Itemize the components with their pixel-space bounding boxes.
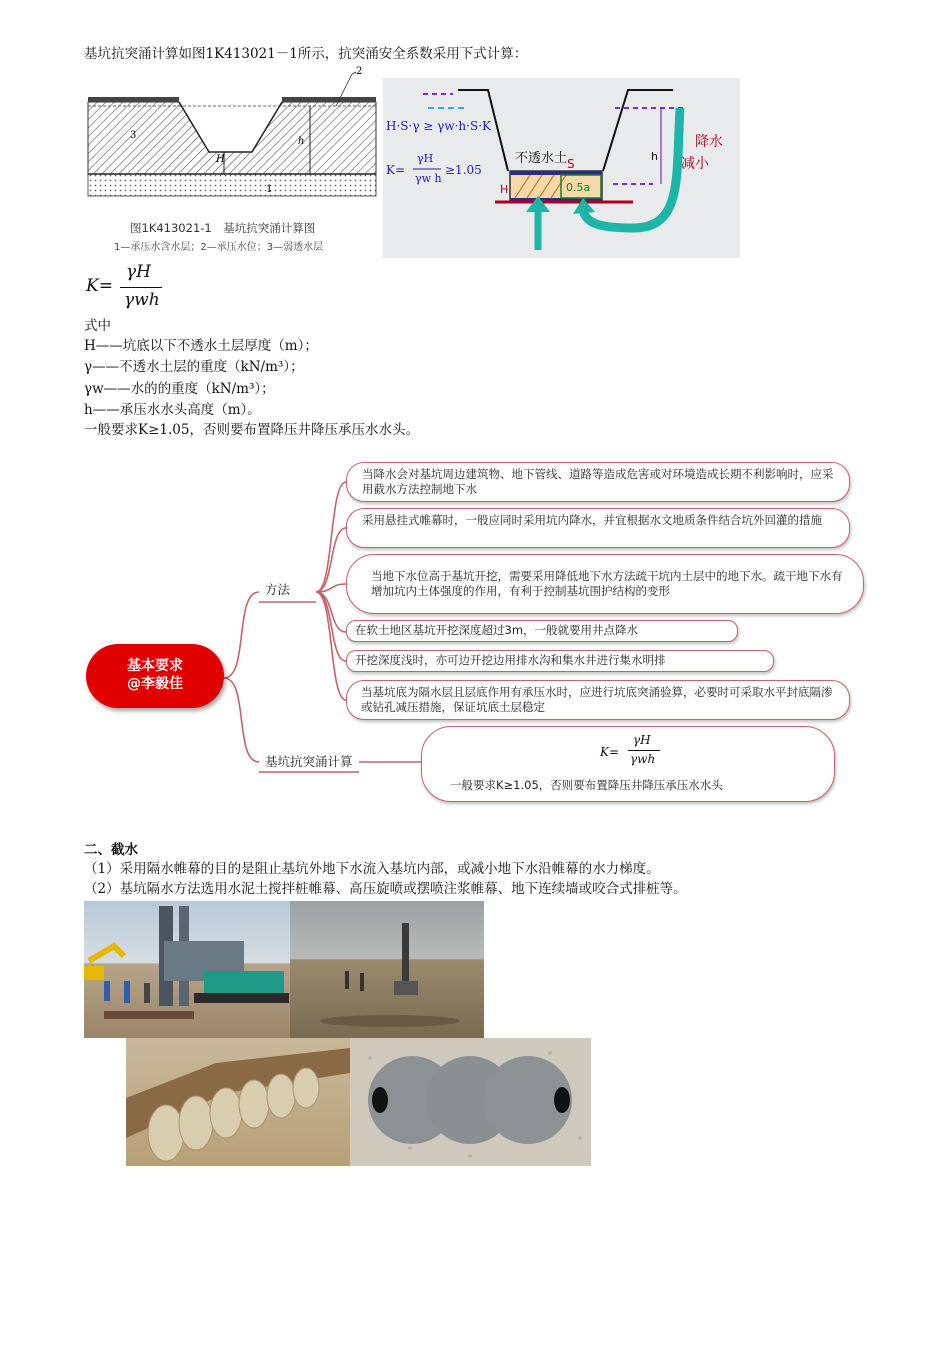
photo-interlocking-piles: [350, 1038, 591, 1166]
mindmap-item-1[interactable]: 当降水会对基坑周边建筑物、地下管线、道路等造成危害或对环境造成长期不利影响时，应采用截水方法控制地下水: [346, 462, 850, 502]
diagram-h-label: h: [651, 150, 658, 163]
diagram-width-label: 0.5a: [566, 181, 591, 194]
main-formula: [86, 262, 186, 316]
def-H: H——坑底以下不透水土层厚度（m）；: [84, 338, 318, 354]
section2-p1: （1）采用隔水帷幕的目的是阻止基坑外地下水流入基坑内部，或减小地下水沿帷幕的水力梯度。: [84, 861, 660, 877]
intro-text: 基坑抗突涌计算如图1K413021－1所示，抗突涌安全系数采用下式计算：: [84, 46, 528, 62]
section2-p2: （2）基坑隔水方法选用水泥土搅拌桩帷幕、高压旋喷或摆喷注浆帷幕、地下连续墙或咬合式排桩等。: [84, 881, 687, 897]
def-h: h——承压水水头高度（m）。: [84, 402, 261, 418]
calc-formula-lhs: K=: [600, 745, 620, 759]
figure-legend: 1—承压水含水层；2—承压水位；3—弱透水层: [114, 242, 324, 253]
mindmap-item-6[interactable]: 当基坑底为隔水层且层底作用有承压水时，应进行坑底突涌验算，必要时可采取水平封底隔渗或钻孔减压措施，保证坑底土层稳定: [346, 680, 850, 720]
annotated-diagram: [383, 78, 740, 258]
formula-denominator: γwh: [124, 290, 160, 310]
def-gamma: γ——不透水土层的重度（kN/m³）；: [84, 359, 304, 375]
mindmap: [84, 452, 874, 812]
mindmap-item-4[interactable]: 在软土地区基坑开挖深度超过3m，一般就要用井点降水: [346, 620, 738, 642]
diagram-eq2-lhs: K=: [386, 163, 406, 177]
mindmap-item-5[interactable]: 开挖深度浅时，亦可边开挖边用排水沟和集水井进行集水明排: [346, 650, 774, 672]
diagram-right-label2: 减小: [681, 156, 709, 172]
annotated-drawing: [383, 78, 740, 258]
diagram-eq2-num: γH: [417, 152, 434, 165]
formula-lhs: K=: [86, 276, 113, 296]
label-H: H: [216, 154, 225, 165]
formula-bar: [120, 287, 162, 288]
diagram-right-label1: 降水: [695, 134, 723, 150]
root-line1: 基本要求: [127, 658, 183, 674]
label-h: h: [298, 136, 305, 147]
calc-formula-den: γwh: [630, 752, 656, 766]
mindmap-item-3[interactable]: 当地下水位高于基坑开挖，需要采用降低地下水方法疏干坑内土层中的地下水。疏干地下水有增加坑内土体强度的作用，有利于控制基坑围护结构的变形: [346, 554, 864, 614]
diagram-s-label: S: [567, 157, 575, 171]
figure-caption: 图1K413021-1 基坑抗突涌计算图: [130, 221, 316, 235]
calc-formula-num: γH: [633, 733, 651, 747]
photo-drilling-site: [290, 901, 484, 1038]
branch-method[interactable]: 方法: [265, 582, 291, 597]
diagram-H-label: H: [500, 183, 509, 196]
mindmap-root[interactable]: [86, 644, 224, 708]
def-intro: 式中: [84, 318, 111, 334]
mindmap-item-2[interactable]: 采用悬挂式帷幕时，一般应同时采用坑内降水，并宜根据水文地质条件结合坑外回灌的措施: [346, 508, 850, 548]
formula-numerator: γH: [126, 262, 151, 282]
diagram-eq1: H·S·γ ≥ γw·h·S·K: [386, 119, 491, 133]
calc-requirement: 一般要求K≥1.05，否则要布置降压井降压承压水水头: [450, 778, 723, 792]
def-requirement: 一般要求K≥1.05，否则要布置降压井降压承压水水头。: [84, 422, 419, 438]
label-3: 3: [130, 130, 137, 141]
photo-pile-rig: [84, 901, 290, 1038]
excavation-figure: [84, 64, 380, 258]
mindmap-calc-node[interactable]: [421, 726, 835, 802]
diagram-eq2-den: γw h: [415, 172, 442, 185]
def-gamma-w: γw——水的的重度（kN/m³）；: [84, 381, 275, 397]
calc-formula: [600, 733, 680, 773]
label-1: 1: [266, 184, 273, 195]
branch-calc[interactable]: 基坑抗突涌计算: [265, 754, 353, 769]
section2-title: 二、截水: [84, 842, 138, 858]
root-line2: @李毅佳: [127, 676, 183, 692]
diagram-layer-label: 不透水土: [515, 151, 568, 166]
label-2: 2: [356, 66, 363, 77]
photo-trench-wall: [126, 1038, 350, 1166]
calc-formula-bar: [628, 750, 660, 751]
diagram-eq2-rhs: ≥1.05: [445, 163, 482, 177]
